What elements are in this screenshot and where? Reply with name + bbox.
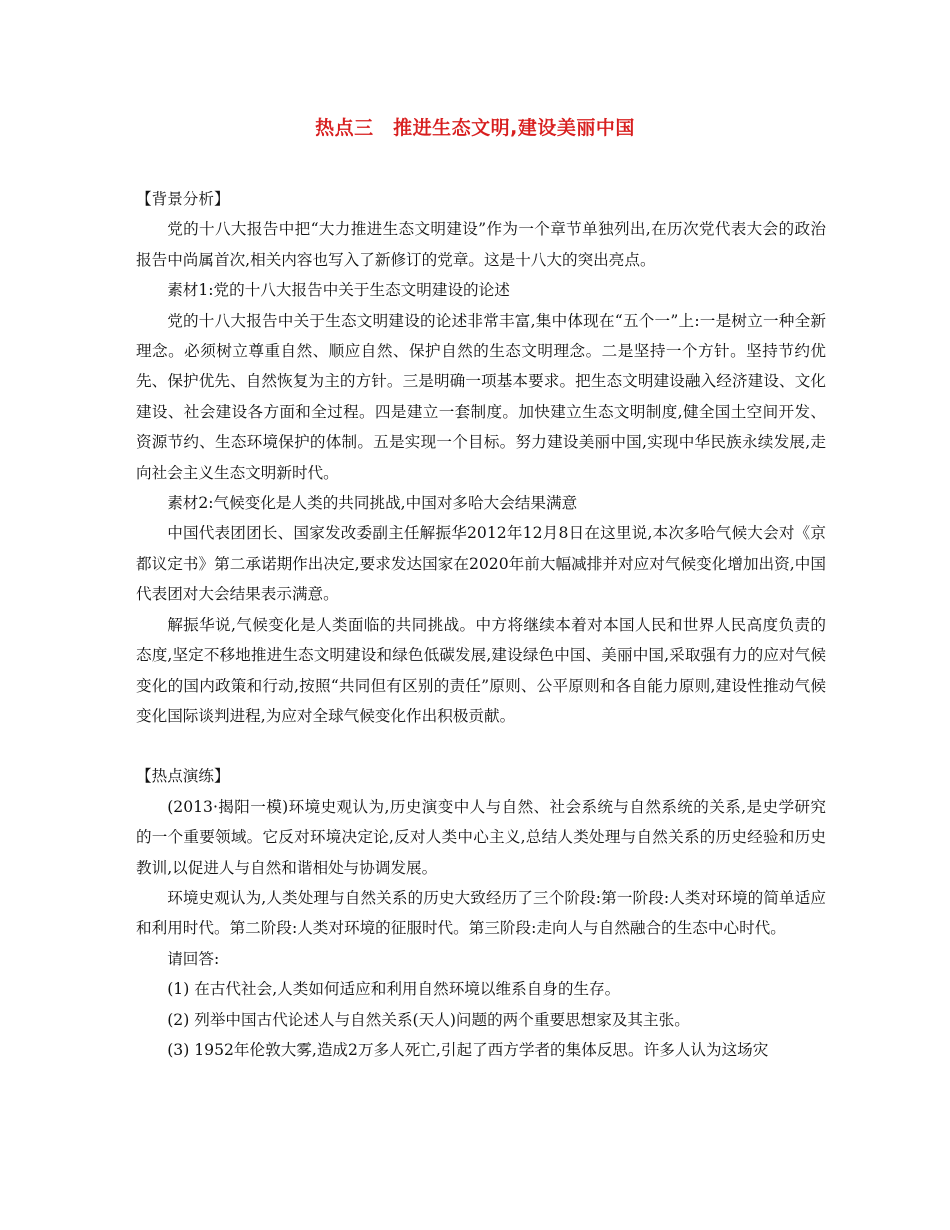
practice-paragraph: 环境史观认为,人类处理与自然关系的历史大致经历了三个阶段:第一阶段:人类对环境的简单适应和利用时代。第二阶段:人类对环境的征服时代。第三阶段:走向人与自然融合的生态中心时代。 <box>136 888 826 938</box>
question-item: (2) 列举中国古代论述人与自然关系(天人)问题的两个重要思想家及其主张。 <box>167 1010 690 1029</box>
document-body <box>136 184 826 1065</box>
material-2-heading: 素材2:气候变化是人类的共同挑战,中国对多哈大会结果满意 <box>167 494 578 513</box>
material-1-heading: 素材1:党的十八大报告中关于生态文明建设的论述 <box>167 281 510 300</box>
practice-paragraph: (2013·揭阳一模)环境史观认为,历史演变中人与自然、社会系统与自然系统的关系,是史学研究的一个重要领域。它反对环境决定论,反对人类中心主义,总结人类处理与自然关系的历史经验和历史教训,以促进人与自然和谐相处与协调发展。 <box>136 797 826 877</box>
background-paragraph: 党的十八大报告中关于生态文明建设的论述非常丰富,集中体现在“五个一”上:一是树立一种全新理念。必须树立尊重自然、顺应自然、保护自然的生态文明理念。二是坚持一个方针。坚持节约优先、保护优先、自然恢复为主的方针。三是明确一项基本要求。把生态文明建设融入经济建设、文化建设、社会建设各方面和全过程。四是建立一套制度。加快建立生态文明制度,健全国土空间开发、资源节约、生态环境保护的体制。五是实现一个目标。努力建设美丽中国,实现中华民族永续发展,走向社会主义生态文明新时代。 <box>136 311 826 482</box>
background-paragraph: 解振华说,气候变化是人类面临的共同挑战。中方将继续本着对本国人民和世界人民高度负责的态度,坚定不移地推进生态文明建设和绿色低碳发展,建设绿色中国、美丽中国,采取强有力的应对气候变化的国内政策和行动,按照“共同但有区别的责任”原则、公平原则和各自能力原则,建设性推动气候变化国际谈判进程,为应对全球气候变化作出积极贡献。 <box>136 615 826 725</box>
practice-heading: 【热点演练】 <box>136 767 230 786</box>
page-title: 热点三 推进生态文明,建设美丽中国 <box>315 117 635 139</box>
question-item: (1) 在古代社会,人类如何适应和利用自然环境以维系自身的生存。 <box>167 980 621 999</box>
background-paragraph: 党的十八大报告中把“大力推进生态文明建设”作为一个章节单独列出,在历次党代表大会的政治报告中尚属首次,相关内容也写入了新修订的党章。这是十八大的突出亮点。 <box>136 220 826 269</box>
background-paragraph: 中国代表团团长、国家发改委副主任解振华2012年12月8日在这里说,本次多哈气候大会对《京都议定书》第二承诺期作出决定,要求发达国家在2020年前大幅减排并对应对气候变化增加出资,中国代表团对大会结果表示满意。 <box>136 524 826 604</box>
question-item: (3) 1952年伦敦大雾,造成2万多人死亡,引起了西方学者的集体反思。许多人认为这场灾 <box>167 1040 769 1059</box>
section-gap <box>136 731 826 761</box>
practice-prompt: 请回答: <box>167 949 220 968</box>
background-heading: 【背景分析】 <box>136 190 230 208</box>
